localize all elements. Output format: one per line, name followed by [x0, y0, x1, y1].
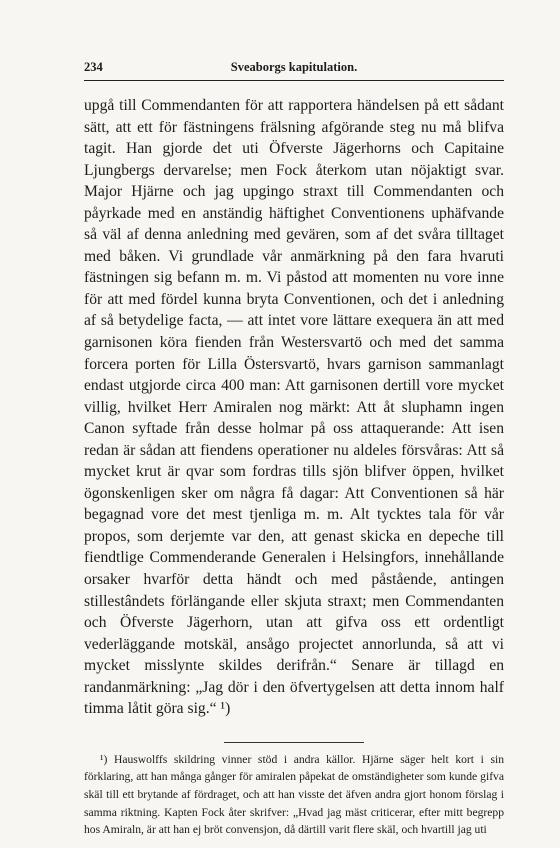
body-paragraph: upgå till Commendanten för att rapportera händelsen på ett sådant sätt, att ett för fästningens frälsning afgörande steg nu må blifva tagit. Han gjorde det uti Öfverste Jägerhorns och Capitaine Ljungbergs dervarelse; men Fock återkom utan nöjaktigt svar. Major Hjärne och jag upgingo straxt till Commendanten och påyrkade med en anständig häftighet Conventionens uphäfvande så väl af denna anledning med gevären, som af det svåra tilltaget med båken. Vi grundlade vår anmärkning på den fara hvaruti fästningen sig befann m. m. Vi påstod att momenten nu vore inne för att med fördel kunna bryta Conventionen, och det i anledning af så betydelige facta, — att intet vore lättare exequera än att med garnisonen köra fienden från Westersvartö och med det samma forcera porten för Lilla Östersvartö, hvars garnison sammanlagt endast utgjorde circa 400 man: Att garnisonen dertill vore mycket villig, hvilket Herr Amiralen nog märkt: Att åt sluphamn ingen Canon syftade från desse holmar på oss attaquerande: Att isen redan är sådan att fiendens operationer nu aldeles försvåras: Att så mycket krut är qvar som fordras tills sjön blifver öppen, hvilket ögonskenligen sker om några få dagar: Att Conventionen så här begagnad vore det mest tjenliga m. m. Alt tycktes tala för vår propos, som derjemte var den, att genast skicka en depeche till fiendtlige Commenderande Generalen i Helsingfors, innehållande orsaker hvarför detta händt och med påstående, antingen stillestândets förlängande eller skjuta straxt; men Commendanten och Öfverste Jägerhorn, utan att gifva oss ett ordentligt vederläggande motskäl, ansågo projectet annorlunda, så att vi mycket misslynte skildes derifrån.“ Senare är tillagd en randanmärkning: „Jag dör i den öfvertygelsen att detta innom half timma låtit göra sig.“ ¹)	[84, 97, 504, 718]
footnote-divider	[224, 742, 364, 743]
page-number: 234	[84, 60, 103, 74]
book-page	[84, 58, 504, 839]
footnote: ¹) Hauswolffs skildring vinner stöd i andra källor. Hjärne säger helt kort i sin förklaring, att han många gånger för amiralen påpekat de omständigheter som kunde gifva skäl till ett brytande af fördraget, och att han visste det äfven andra gjort honom förslag i samma riktning. Kapten Fock åter skrifver: „Hvad jag mäst criticerar, efter mitt begrepp hos Amiraln, är att han ej bröt convensjon, då därtill varit flere skäl, och hvartill jag uti	[84, 752, 504, 837]
page-header	[84, 58, 504, 81]
running-title: Sveaborgs kapitulation.	[230, 60, 358, 74]
body-text	[84, 95, 504, 720]
